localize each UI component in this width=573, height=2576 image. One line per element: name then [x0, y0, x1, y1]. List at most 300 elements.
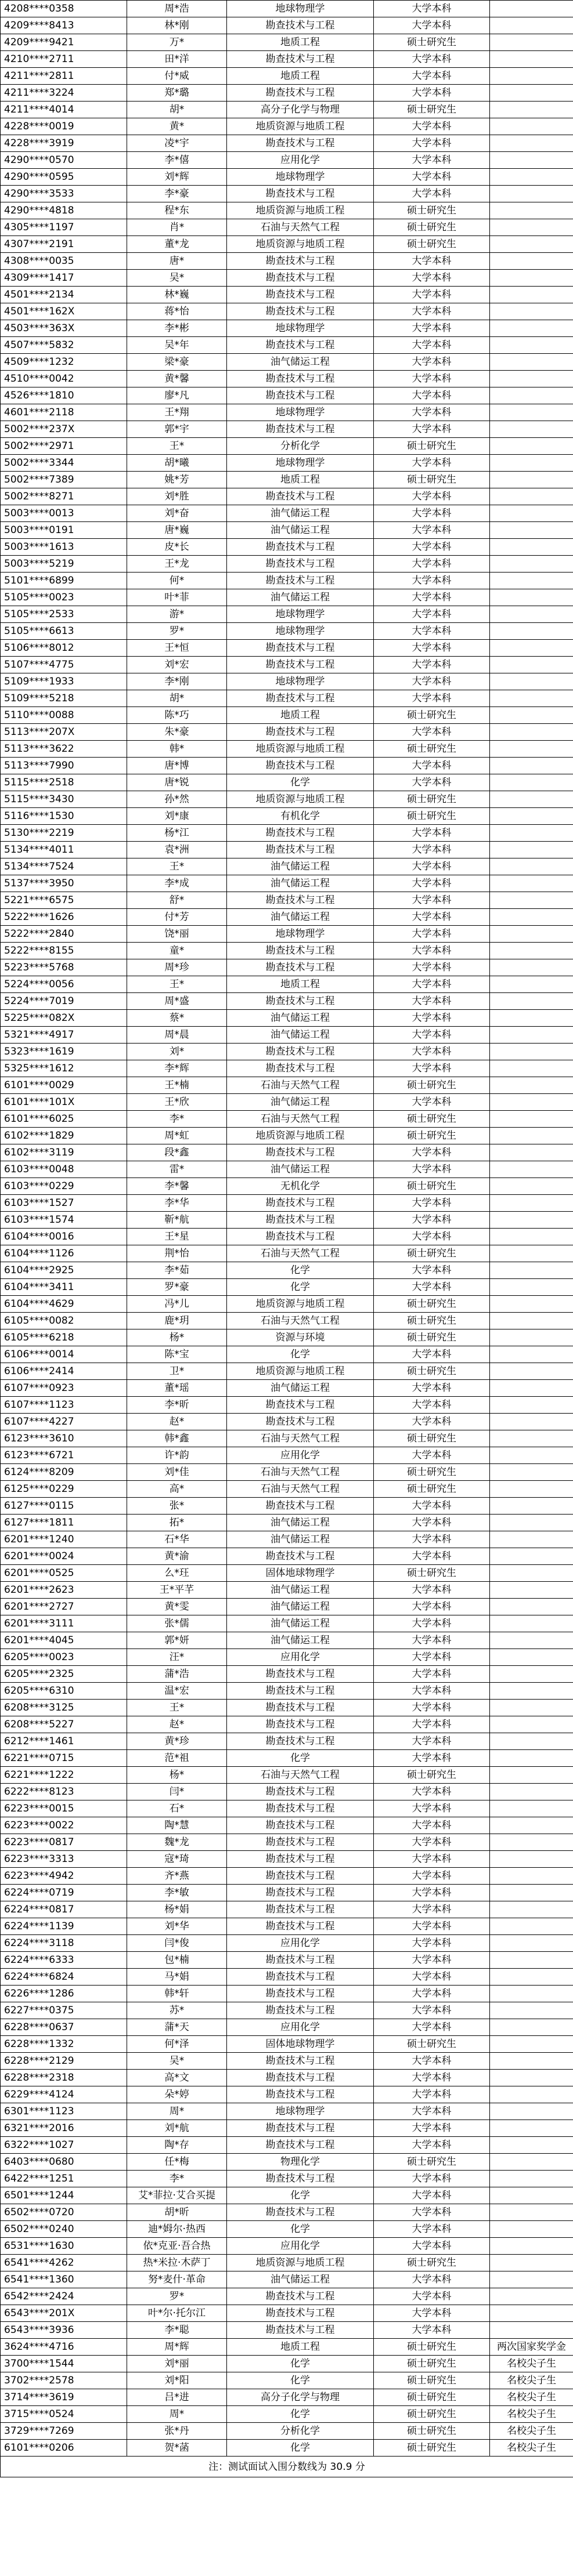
- note-cell: [490, 1649, 573, 1666]
- major-cell: 勘查技术与工程: [227, 337, 374, 354]
- name-cell: 童*: [127, 943, 227, 959]
- note-cell: [490, 1178, 573, 1195]
- table-row: [1, 1548, 573, 1565]
- note-cell: [490, 724, 573, 741]
- table-row: [1, 1380, 573, 1397]
- note-cell: [490, 1599, 573, 1615]
- major-cell: 勘查技术与工程: [227, 1952, 374, 1969]
- table-row: [1, 2406, 573, 2423]
- id-cell: 3700****1544: [1, 2356, 127, 2372]
- degree-cell: 大学本科: [374, 825, 490, 842]
- note-cell: [490, 774, 573, 791]
- id-cell: 6104****0016: [1, 1229, 127, 1245]
- major-cell: 勘查技术与工程: [227, 1834, 374, 1851]
- table-row: [1, 1296, 573, 1313]
- degree-cell: 硕士研究生: [374, 1363, 490, 1380]
- degree-cell: 硕士研究生: [374, 2255, 490, 2271]
- degree-cell: 大学本科: [374, 673, 490, 690]
- table-row: [1, 1329, 573, 1346]
- table-row: [1, 1733, 573, 1750]
- id-cell: 6205****2325: [1, 1666, 127, 1683]
- note-cell: [490, 17, 573, 34]
- id-cell: 6229****4124: [1, 2086, 127, 2103]
- table-row: [1, 2053, 573, 2070]
- name-cell: 何*泽: [127, 2036, 227, 2053]
- name-cell: 李*华: [127, 1195, 227, 1212]
- table-row: [1, 404, 573, 421]
- name-cell: 何*: [127, 573, 227, 589]
- major-cell: 勘查技术与工程: [227, 842, 374, 858]
- name-cell: 周*晨: [127, 1027, 227, 1044]
- table-row: [1, 1531, 573, 1548]
- id-cell: 5115****2518: [1, 774, 127, 791]
- degree-cell: 大学本科: [374, 1, 490, 17]
- id-cell: 6224****0719: [1, 1885, 127, 1901]
- major-cell: 地球物理学: [227, 623, 374, 640]
- id-cell: 6222****8123: [1, 1784, 127, 1800]
- note-cell: [490, 270, 573, 287]
- id-cell: 6104****4629: [1, 1296, 127, 1313]
- id-cell: 4290****3533: [1, 186, 127, 202]
- id-cell: 4290****4818: [1, 202, 127, 219]
- id-cell: 6103****1574: [1, 1212, 127, 1229]
- table-row: [1, 2288, 573, 2305]
- note-cell: [490, 2120, 573, 2137]
- name-cell: 刘*华: [127, 1918, 227, 1935]
- note-cell: 名校尖子生: [490, 2372, 573, 2389]
- name-cell: 黄*珍: [127, 1733, 227, 1750]
- major-cell: 油气储运工程: [227, 522, 374, 539]
- note-cell: [490, 287, 573, 303]
- degree-cell: 大学本科: [374, 1901, 490, 1918]
- note-cell: [490, 1144, 573, 1161]
- note-cell: [490, 825, 573, 842]
- degree-cell: 大学本科: [374, 1195, 490, 1212]
- id-cell: 6531****1630: [1, 2238, 127, 2255]
- degree-cell: 大学本科: [374, 2070, 490, 2086]
- id-cell: 6422****1251: [1, 2171, 127, 2187]
- degree-cell: 大学本科: [374, 1447, 490, 1464]
- name-cell: 胡*昕: [127, 2204, 227, 2221]
- name-cell: 张*儒: [127, 1615, 227, 1632]
- note-cell: [490, 320, 573, 337]
- id-cell: 4503****363X: [1, 320, 127, 337]
- name-cell: 孙*然: [127, 791, 227, 808]
- major-cell: 石油与天然气工程: [227, 1430, 374, 1447]
- degree-cell: 大学本科: [374, 1733, 490, 1750]
- table-row: [1, 2137, 573, 2154]
- id-cell: 6541****4262: [1, 2255, 127, 2271]
- table-row: [1, 2103, 573, 2120]
- major-cell: 勘查技术与工程: [227, 959, 374, 976]
- note-cell: [490, 573, 573, 589]
- table-row: [1, 808, 573, 825]
- table-row: [1, 943, 573, 959]
- note-cell: [490, 1750, 573, 1767]
- major-cell: 地球物理学: [227, 926, 374, 943]
- degree-cell: 硕士研究生: [374, 1329, 490, 1346]
- degree-cell: 大学本科: [374, 85, 490, 102]
- name-cell: 陶*慧: [127, 1817, 227, 1834]
- degree-cell: 大学本科: [374, 1834, 490, 1851]
- note-cell: [490, 892, 573, 909]
- major-cell: 勘查技术与工程: [227, 17, 374, 34]
- note-cell: [490, 1885, 573, 1901]
- name-cell: 段*鑫: [127, 1144, 227, 1161]
- id-cell: 5134****7524: [1, 858, 127, 875]
- name-cell: 程*东: [127, 202, 227, 219]
- degree-cell: 大学本科: [374, 2271, 490, 2288]
- major-cell: 油气储运工程: [227, 1515, 374, 1531]
- id-cell: 6104****3411: [1, 1279, 127, 1296]
- major-cell: 勘查技术与工程: [227, 892, 374, 909]
- major-cell: 勘查技术与工程: [227, 758, 374, 774]
- id-cell: 4507****5832: [1, 337, 127, 354]
- degree-cell: 大学本科: [374, 421, 490, 438]
- table-row: [1, 320, 573, 337]
- degree-cell: 大学本科: [374, 2322, 490, 2339]
- table-row: [1, 1481, 573, 1498]
- name-cell: 石*华: [127, 1531, 227, 1548]
- table-row: [1, 1901, 573, 1918]
- id-cell: 6502****0720: [1, 2204, 127, 2221]
- id-cell: 4308****0035: [1, 253, 127, 270]
- degree-cell: 大学本科: [374, 657, 490, 673]
- degree-cell: 大学本科: [374, 152, 490, 169]
- id-cell: 6543****201X: [1, 2305, 127, 2322]
- table-row: [1, 2389, 573, 2406]
- id-cell: 6103****0048: [1, 1161, 127, 1178]
- id-cell: 5323****1619: [1, 1044, 127, 1060]
- note-cell: [490, 1515, 573, 1531]
- note-cell: [490, 472, 573, 488]
- note-cell: [490, 1313, 573, 1329]
- major-cell: 勘查技术与工程: [227, 2322, 374, 2339]
- degree-cell: 硕士研究生: [374, 2154, 490, 2171]
- major-cell: 地质资源与地质工程: [227, 2255, 374, 2271]
- note-cell: 名校尖子生: [490, 2423, 573, 2440]
- note-cell: [490, 1346, 573, 1363]
- table-row: [1, 875, 573, 892]
- table-row: [1, 589, 573, 606]
- id-cell: 5222****1626: [1, 909, 127, 926]
- degree-cell: 大学本科: [374, 2204, 490, 2221]
- name-cell: 杨*: [127, 1329, 227, 1346]
- major-cell: 勘查技术与工程: [227, 1969, 374, 1986]
- name-cell: 李*成: [127, 875, 227, 892]
- id-cell: 4209****8413: [1, 17, 127, 34]
- table-row: [1, 673, 573, 690]
- degree-cell: 大学本科: [374, 337, 490, 354]
- major-cell: 地质工程: [227, 68, 374, 85]
- table-row: [1, 2154, 573, 2171]
- major-cell: 勘查技术与工程: [227, 1784, 374, 1800]
- table-row: [1, 1044, 573, 1060]
- major-cell: 化学: [227, 2372, 374, 2389]
- degree-cell: 大学本科: [374, 623, 490, 640]
- degree-cell: 大学本科: [374, 1044, 490, 1060]
- name-cell: 蒲*天: [127, 2019, 227, 2036]
- name-cell: 朵*婷: [127, 2086, 227, 2103]
- note-cell: [490, 34, 573, 51]
- table-row: [1, 1800, 573, 1817]
- name-cell: 周*盛: [127, 993, 227, 1010]
- degree-cell: 大学本科: [374, 68, 490, 85]
- note-cell: [490, 455, 573, 472]
- id-cell: 5109****1933: [1, 673, 127, 690]
- major-cell: 勘查技术与工程: [227, 1683, 374, 1700]
- id-cell: 5105****2533: [1, 606, 127, 623]
- note-cell: [490, 808, 573, 825]
- major-cell: 分析化学: [227, 438, 374, 455]
- note-cell: [490, 236, 573, 253]
- table-row: [1, 2305, 573, 2322]
- table-row: [1, 1834, 573, 1851]
- degree-cell: 大学本科: [374, 2171, 490, 2187]
- table-row: [1, 1161, 573, 1178]
- note-cell: [490, 959, 573, 976]
- name-cell: 黄*馨: [127, 371, 227, 387]
- degree-cell: 大学本科: [374, 287, 490, 303]
- id-cell: 5113****3622: [1, 741, 127, 758]
- name-cell: 王*星: [127, 1229, 227, 1245]
- id-cell: 6227****0375: [1, 2002, 127, 2019]
- note-cell: [490, 337, 573, 354]
- degree-cell: 大学本科: [374, 1262, 490, 1279]
- note-cell: [490, 1447, 573, 1464]
- degree-cell: 大学本科: [374, 1868, 490, 1885]
- note-cell: [490, 1817, 573, 1834]
- note-cell: [490, 1481, 573, 1498]
- major-cell: 固体地球物理学: [227, 1565, 374, 1582]
- major-cell: 地球物理学: [227, 606, 374, 623]
- degree-cell: 大学本科: [374, 1615, 490, 1632]
- id-cell: 5325****1612: [1, 1060, 127, 1077]
- table-row: [1, 1599, 573, 1615]
- name-cell: 廖*凡: [127, 387, 227, 404]
- name-cell: 李*茹: [127, 1262, 227, 1279]
- id-cell: 6223****4942: [1, 1868, 127, 1885]
- degree-cell: 大学本科: [374, 1144, 490, 1161]
- degree-cell: 大学本科: [374, 875, 490, 892]
- note-cell: [490, 1901, 573, 1918]
- name-cell: 蒲*浩: [127, 1666, 227, 1683]
- name-cell: 刘*丽: [127, 2356, 227, 2372]
- id-cell: 6205****6310: [1, 1683, 127, 1700]
- table-row: [1, 488, 573, 505]
- major-cell: 勘查技术与工程: [227, 1868, 374, 1885]
- degree-cell: 大学本科: [374, 926, 490, 943]
- name-cell: 周*珍: [127, 959, 227, 976]
- note-cell: [490, 1986, 573, 2002]
- major-cell: 地质资源与地质工程: [227, 1296, 374, 1313]
- major-cell: 化学: [227, 2221, 374, 2238]
- table-row: [1, 2255, 573, 2271]
- id-cell: 6101****101X: [1, 1094, 127, 1111]
- major-cell: 化学: [227, 1750, 374, 1767]
- table-row: [1, 1683, 573, 1700]
- table-row: [1, 1144, 573, 1161]
- note-cell: [490, 2221, 573, 2238]
- major-cell: 勘查技术与工程: [227, 1986, 374, 2002]
- id-cell: 5130****2219: [1, 825, 127, 842]
- note-cell: [490, 68, 573, 85]
- table-row: [1, 1262, 573, 1279]
- degree-cell: 大学本科: [374, 1414, 490, 1430]
- table-row: [1, 825, 573, 842]
- name-cell: 游*: [127, 606, 227, 623]
- degree-cell: 大学本科: [374, 2137, 490, 2154]
- degree-cell: 大学本科: [374, 1952, 490, 1969]
- name-cell: 汪*: [127, 1649, 227, 1666]
- name-cell: 杨*江: [127, 825, 227, 842]
- major-cell: 勘查技术与工程: [227, 2086, 374, 2103]
- id-cell: 4208****0358: [1, 1, 127, 17]
- table-row: [1, 909, 573, 926]
- name-cell: 刘*康: [127, 808, 227, 825]
- name-cell: 温*宏: [127, 1683, 227, 1700]
- major-cell: 勘查技术与工程: [227, 1548, 374, 1565]
- degree-cell: 大学本科: [374, 270, 490, 287]
- major-cell: 勘查技术与工程: [227, 387, 374, 404]
- note-cell: [490, 1161, 573, 1178]
- degree-cell: 硕士研究生: [374, 2406, 490, 2423]
- degree-cell: 大学本科: [374, 1161, 490, 1178]
- degree-cell: 大学本科: [374, 2305, 490, 2322]
- table-row: [1, 1666, 573, 1683]
- id-cell: 6124****8209: [1, 1464, 127, 1481]
- major-cell: 地质资源与地质工程: [227, 1363, 374, 1380]
- note-cell: [490, 926, 573, 943]
- name-cell: 蔡*: [127, 1010, 227, 1027]
- id-cell: 4307****2191: [1, 236, 127, 253]
- degree-cell: 硕士研究生: [374, 1464, 490, 1481]
- table-row: [1, 17, 573, 34]
- table-row: [1, 1515, 573, 1531]
- degree-cell: 大学本科: [374, 909, 490, 926]
- table-row: [1, 219, 573, 236]
- major-cell: 化学: [227, 2187, 374, 2204]
- major-cell: 勘查技术与工程: [227, 421, 374, 438]
- name-cell: 唐*: [127, 253, 227, 270]
- name-cell: 王*翔: [127, 404, 227, 421]
- id-cell: 5113****7990: [1, 758, 127, 774]
- table-row: [1, 51, 573, 68]
- note-cell: [490, 2322, 573, 2339]
- degree-cell: 大学本科: [374, 1784, 490, 1800]
- table-row: [1, 1784, 573, 1800]
- table-row: [1, 1716, 573, 1733]
- id-cell: 6543****3936: [1, 2322, 127, 2339]
- name-cell: 饶*丽: [127, 926, 227, 943]
- id-cell: 6501****1244: [1, 2187, 127, 2204]
- table-row: [1, 1363, 573, 1380]
- id-cell: 5134****4011: [1, 842, 127, 858]
- major-cell: 油气储运工程: [227, 1632, 374, 1649]
- name-cell: 贺*菡: [127, 2440, 227, 2457]
- table-row: [1, 892, 573, 909]
- table-row: [1, 842, 573, 858]
- table-row: [1, 993, 573, 1010]
- note-cell: [490, 102, 573, 118]
- major-cell: 勘查技术与工程: [227, 2070, 374, 2086]
- id-cell: 6226****1286: [1, 1986, 127, 2002]
- major-cell: 地球物理学: [227, 404, 374, 421]
- degree-cell: 大学本科: [374, 640, 490, 657]
- id-cell: 6106****0014: [1, 1346, 127, 1363]
- major-cell: 油气储运工程: [227, 858, 374, 875]
- degree-cell: 大学本科: [374, 135, 490, 152]
- note-cell: [490, 1784, 573, 1800]
- degree-cell: 硕士研究生: [374, 1111, 490, 1128]
- degree-cell: 硕士研究生: [374, 1481, 490, 1498]
- major-cell: 地质工程: [227, 34, 374, 51]
- id-cell: 6107****4227: [1, 1414, 127, 1430]
- note-cell: [490, 387, 573, 404]
- name-cell: 吴*: [127, 2053, 227, 2070]
- table-row: [1, 2019, 573, 2036]
- table-row: [1, 2187, 573, 2204]
- major-cell: 无机化学: [227, 1178, 374, 1195]
- name-cell: 李*馨: [127, 1178, 227, 1195]
- footer-note: 注：测试面试入围分数线为 30.9 分: [1, 2457, 573, 2477]
- id-cell: 5223****5768: [1, 959, 127, 976]
- id-cell: 6223****0817: [1, 1834, 127, 1851]
- id-cell: 5115****3430: [1, 791, 127, 808]
- id-cell: 6541****1360: [1, 2271, 127, 2288]
- note-cell: [490, 1430, 573, 1447]
- name-cell: 唐*巍: [127, 522, 227, 539]
- note-cell: [490, 1582, 573, 1599]
- name-cell: 王*龙: [127, 556, 227, 573]
- note-cell: [490, 1229, 573, 1245]
- id-cell: 5110****0088: [1, 707, 127, 724]
- name-cell: 黄*渝: [127, 1548, 227, 1565]
- id-cell: 5225****082X: [1, 1010, 127, 1027]
- major-cell: 勘查技术与工程: [227, 1414, 374, 1430]
- name-cell: 董*瑶: [127, 1380, 227, 1397]
- name-cell: 王*恒: [127, 640, 227, 657]
- table-row: [1, 455, 573, 472]
- note-cell: 两次国家奖学金: [490, 2339, 573, 2356]
- major-cell: 勘查技术与工程: [227, 1144, 374, 1161]
- id-cell: 6224****0817: [1, 1901, 127, 1918]
- table-row: [1, 1, 573, 17]
- name-cell: 胡*曦: [127, 455, 227, 472]
- major-cell: 勘查技术与工程: [227, 1195, 374, 1212]
- id-cell: 3714****3619: [1, 2389, 127, 2406]
- major-cell: 化学: [227, 2356, 374, 2372]
- id-cell: 5224****0056: [1, 976, 127, 993]
- name-cell: 热*米拉·木萨丁: [127, 2255, 227, 2271]
- id-cell: 4305****1197: [1, 219, 127, 236]
- table-row: [1, 186, 573, 202]
- table-row: [1, 438, 573, 455]
- degree-cell: 大学本科: [374, 1548, 490, 1565]
- table-row: [1, 926, 573, 943]
- degree-cell: 大学本科: [374, 858, 490, 875]
- major-cell: 地质工程: [227, 472, 374, 488]
- major-cell: 油气储运工程: [227, 1027, 374, 1044]
- id-cell: 6223****0015: [1, 1800, 127, 1817]
- id-cell: 6106****2414: [1, 1363, 127, 1380]
- id-cell: 6105****6218: [1, 1329, 127, 1346]
- name-cell: 舒*: [127, 892, 227, 909]
- note-cell: [490, 976, 573, 993]
- major-cell: 地质工程: [227, 707, 374, 724]
- name-cell: 刘*奋: [127, 505, 227, 522]
- table-row: [1, 556, 573, 573]
